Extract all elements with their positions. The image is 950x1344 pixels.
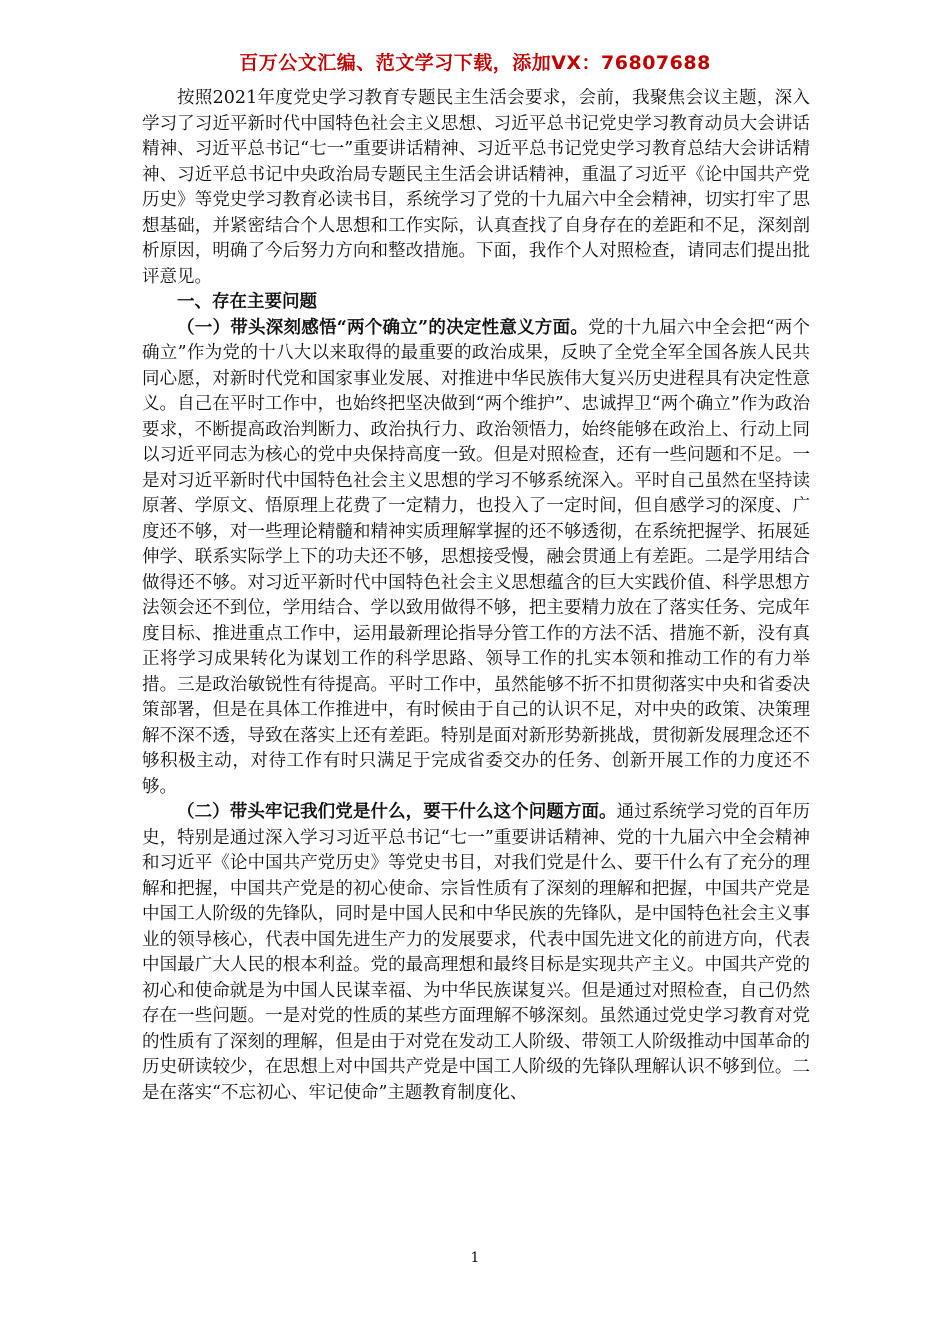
- paragraph-2-heading: （二）带头牢记我们党是什么，要干什么这个问题方面。: [177, 802, 617, 822]
- intro-paragraph: 按照2021年度党史学习教育专题民主生活会要求，会前，我聚焦会议主题，深入学习了习近平新时代中国特色社会主义思想、习近平总书记党史学习教育动员大会讲话精神、习近平总书记“七一”重要讲话精神、习近平总书记党史学习教育总结大会讲话精神、习近平总书记中央政治局专题民主生活会讲话精神，重温了习近平《论中国共产党历史》等党史学习教育必读书目，系统学习了党的十九届六中全会精神，切实打牢了思想基础，并紧密结合个人思想和工作实际，认真查找了自身存在的差距和不足，深刻剖析原因，明确了今后努力方向和整改措施。下面，我作个人对照检查，请同志们提出批评意见。: [142, 88, 810, 287]
- paragraph-1-heading: （一）带头深刻感悟“两个确立”的决定性意义方面。: [177, 317, 589, 338]
- paragraph-2: [142, 800, 810, 1106]
- paragraph-1-body: 党的十九届六中全会把“两个确立”作为党的十八大以来取得的最重要的政治成果，反映了全党全军全国各族人民共同心愿，对新时代党和国家事业发展、对推进中华民族伟大复兴历史进程具有决定性意义。自己在平时工作中，也始终把坚决做到“两个维护”、忠诚捍卫“两个确立”作为政治要求，不断提高政治判断力、政治执行力、政治领悟力，始终能够在政治上、行动上同以习近平同志为核心的党中央保持高度一致。但是对照检查，还有一些问题和不足。一是对习近平新时代中国特色社会主义思想的学习不够系统深入。平时自己虽然在坚持读原著、学原文、悟原理上花费了一定精力，也投入了一定时间，但自感学习的深度、广度还不够，对一些理论精髓和精神实质理解掌握的还不够透彻，在系统把握学、拓展延伸学、联系实际学上下的功夫还不够，思想接受慢，融会贯通上有差距。二是学用结合做得还不够。对习近平新时代中国特色社会主义思想蕴含的巨大实践价值、科学思想方法领会还不到位，学用结合、学以致用做得不够，把主要精力放在了落实任务、完成年度目标、推进重点工作中，运用最新理论指导分管工作的方法不活、措施不新，没有真正将学习成果转化为谋划工作的科学思路、领导工作的扎实本领和推动工作的有力举措。三是政治敏锐性有待提高。平时工作中，虽然能够不折不扣贯彻落实中央和省委决策部署，但是在具体工作推进中，有时候由于自己的认识不足，对中央的政策、决策理解不深不透，导致在落实上还有差距。特别是面对新形势新挑战，贯彻新发展理念还不够积极主动，对待工作有时只满足于完成省委交办的任务、创新开展工作的力度还不够。: [142, 317, 810, 797]
- page-number: 1: [470, 1250, 480, 1266]
- paragraph-2-body: 通过系统学习党的百年历史，特别是通过深入学习习近平总书记“七一”重要讲话精神、党的十九届六中全会精神和习近平《论中国共产党历史》等党史书目，对我们党是什么、要干什么有了充分的理解和把握，中国共产党是的初心使命、宗旨性质有了深刻的理解和把握，中国共产党是中国工人阶级的先锋队，同时是中国人民和中华民族的先锋队，是中国特色社会主义事业的领导核心，代表中国先进生产力的发展要求，代表中国先进文化的前进方向，代表中国最广大人民的根本利益。党的最高理想和最终目标是实现共产主义。中国共产党的初心和使命就是为中国人民谋幸福、为中华民族谋复兴。但是通过对照检查，自己仍然存在一些问题。一是对党的性质的某些方面理解不够深刻。虽然通过党史学习教育对党的性质有了深刻的理解，但是由于对党在发动工人阶级、带领工人阶级推动中国革命的历史研读较少，在思想上对中国共产党是中国工人阶级的先锋队理解认识不够到位。二是在落实“不忘初心、牢记使命”主题教育制度化、: [142, 802, 811, 1103]
- paragraph-1: [142, 316, 810, 801]
- header-banner: 百万公文汇编、范文学习下载，添加VX：76807688: [239, 52, 711, 74]
- document-body: [142, 86, 810, 1106]
- section-heading: 一、存在主要问题: [177, 292, 317, 312]
